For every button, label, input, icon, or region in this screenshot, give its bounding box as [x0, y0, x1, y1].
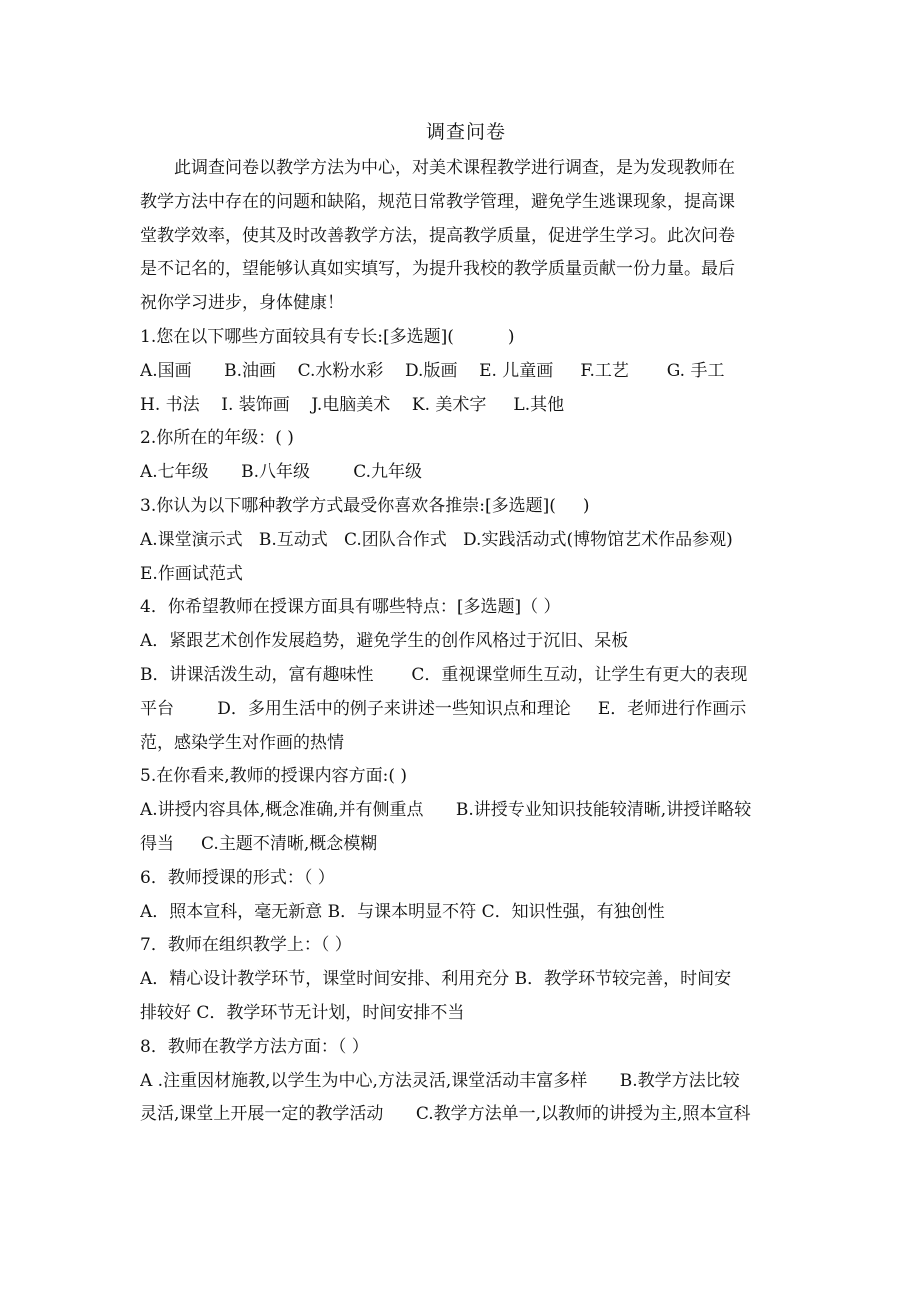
question-7-options: A．精心设计教学环节，课堂时间安排、利用充分 B．教学环节较完善，时间安: [140, 969, 732, 990]
question-5-prompt: 5.在你看来,教师的授课内容方面:( ): [140, 766, 408, 787]
intro-line: 堂教学效率，使其及时改善教学方法，提高教学质量，促进学生学习。此次问卷: [140, 225, 735, 246]
question-8-options: A .注重因材施教,以学生为中心,方法灵活,课堂活动丰富多样 B.教学方法比较: [140, 1070, 740, 1091]
question-4: [140, 591, 792, 760]
question-6: [140, 862, 792, 930]
question-3: [140, 490, 792, 591]
question-5: [140, 760, 792, 861]
question-1-options: H. 书法 I. 装饰画 J.电脑美术 K. 美术字 L.其他: [140, 394, 565, 415]
question-1-options: A.国画 B.油画 C.水粉水彩 D.版画 E. 儿童画 F.工艺 G. 手工: [140, 360, 725, 381]
question-5-options: A.讲授内容具体,概念准确,并有侧重点 B.讲授专业知识技能较清晰,讲授详略较: [140, 800, 752, 821]
question-4-options: B．讲课活泼生动，富有趣味性 C．重视课堂师生互动，让学生有更大的表现: [140, 664, 748, 685]
question-7: [140, 929, 792, 1030]
question-4-prompt: 4．你希望教师在授课方面具有哪些特点：[多选题]（ ）: [140, 597, 561, 618]
question-3-options: E.作画试范式: [140, 563, 243, 584]
intro-line: 祝你学习进步，身体健康！: [140, 293, 344, 314]
question-1: [140, 321, 792, 422]
question-6-prompt: 6．教师授课的形式：（ ）: [140, 867, 335, 888]
question-7-prompt: 7．教师在组织教学上：（ ）: [140, 935, 352, 956]
question-2-options: A.七年级 B.八年级 C.九年级: [140, 462, 423, 483]
question-4-options: 范，感染学生对作画的热情: [140, 732, 344, 753]
intro-line: 教学方法中存在的问题和缺陷，规范日常教学管理，避免学生逃课现象，提高课: [140, 191, 735, 212]
question-8: [140, 1031, 792, 1132]
question-1-prompt: 1.您在以下哪些方面较具有专长:[多选题]( ): [140, 326, 515, 347]
intro-paragraph: [140, 152, 792, 321]
question-2-prompt: 2.你所在的年级：( ): [140, 428, 294, 449]
question-8-options: 灵活,课堂上开展一定的教学活动 C.教学方法单一,以教师的讲授为主,照本宣科: [140, 1104, 751, 1125]
question-5-options: 得当 C.主题不清晰,概念模糊: [140, 833, 378, 854]
questionnaire-page: [140, 112, 792, 1132]
question-3-prompt: 3.你认为以下哪种教学方式最受你喜欢各推崇:[多选题]( ): [140, 495, 590, 516]
document-title: 调查问卷: [425, 121, 506, 143]
question-4-options: 平台 D．多用生活中的例子来讲述一些知识点和理论 E．老师进行作画示: [140, 698, 747, 719]
question-4-options: A．紧跟艺术创作发展趋势，避免学生的创作风格过于沉旧、呆板: [140, 631, 629, 652]
intro-line: 此调查问卷以教学方法为中心，对美术课程教学进行调查，是为发现教师在: [174, 158, 735, 178]
question-2: [140, 422, 792, 490]
question-8-prompt: 8．教师在教学方法方面：（ ）: [140, 1036, 369, 1057]
question-3-options: A.课堂演示式 B.互动式 C.团队合作式 D.实践活动式(博物馆艺术作品参观): [140, 529, 733, 550]
intro-line: 是不记名的，望能够认真如实填写，为提升我校的教学质量贡献一份力量。最后: [140, 259, 735, 280]
question-6-options: A．照本宣科，毫无新意 B．与课本明显不符 C．知识性强，有独创性: [140, 901, 665, 922]
question-7-options: 排较好 C．教学环节无计划，时间安排不当: [140, 1002, 465, 1023]
